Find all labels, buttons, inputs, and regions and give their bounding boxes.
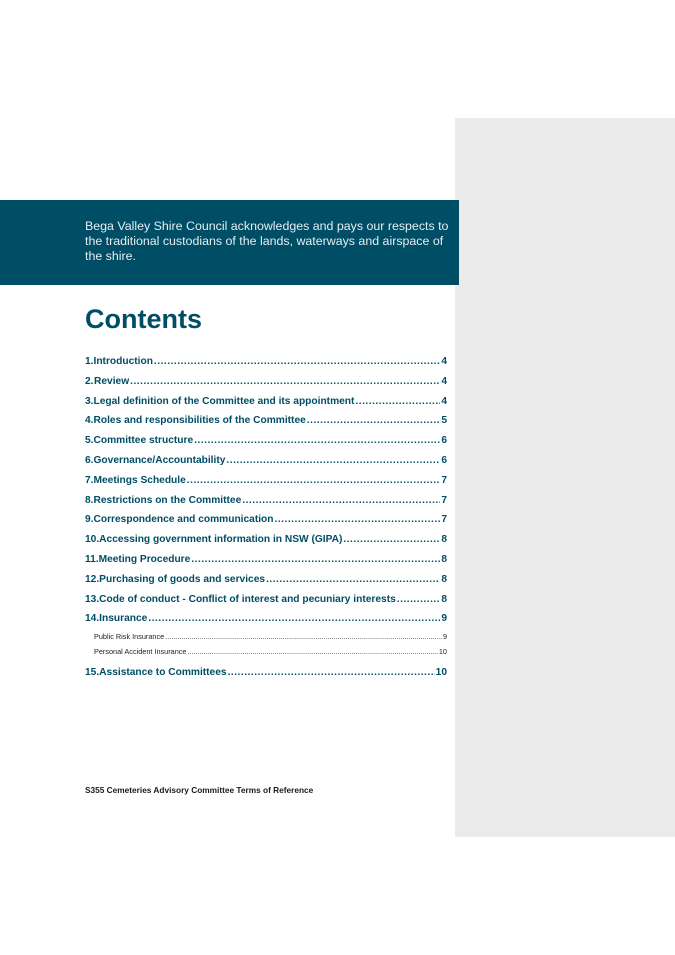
toc-subentry-public-risk[interactable]: [85, 629, 447, 644]
toc-entry-review[interactable]: [85, 372, 447, 392]
toc-entry-title: Roles and responsibilities of the Committee: [93, 415, 306, 427]
footer-document-title: S355 Cemeteries Advisory Committee Terms of Reference: [85, 785, 314, 795]
toc-leader: [191, 550, 440, 570]
toc-entry-number: 6.: [85, 454, 94, 466]
toc-entry-page: 8: [441, 593, 447, 605]
toc-entry-number: 3.: [85, 395, 94, 407]
toc-entry-restrictions[interactable]: [85, 491, 447, 511]
toc-entry-page: 7: [441, 474, 447, 486]
toc-entry-title: Committee structure: [93, 435, 194, 447]
toc-entry-assistance[interactable]: [85, 663, 447, 683]
toc-entry-title: Legal definition of the Committee and its appointment: [93, 395, 355, 407]
toc-entry-roles[interactable]: [85, 411, 447, 431]
toc-entry-title: Meetings Schedule: [93, 474, 186, 486]
toc-entry-title: Restrictions on the Committee: [93, 494, 242, 506]
toc-entry-number: 5.: [85, 435, 94, 447]
toc-entry-code-of-conduct[interactable]: [85, 590, 447, 610]
toc-entry-introduction[interactable]: [85, 352, 447, 372]
toc-leader: [397, 590, 441, 610]
toc-leader: [194, 431, 440, 451]
toc-subentry-personal-accident[interactable]: [85, 644, 447, 659]
acknowledgement-banner: [0, 200, 459, 285]
toc-subentry-page: 10: [438, 647, 447, 657]
toc-entry-title: Governance/Accountability: [93, 454, 226, 466]
toc-leader: [242, 491, 440, 511]
toc-entry-number: 14.: [85, 613, 100, 625]
toc-leader: [355, 392, 440, 412]
toc-entry-number: 2.: [85, 375, 94, 387]
toc-entry-insurance[interactable]: [85, 609, 447, 629]
toc-entry-page: 8: [441, 573, 447, 585]
toc-leader: [307, 411, 441, 431]
toc-entry-title: Meeting Procedure: [98, 553, 191, 565]
toc-entry-number: 10.: [85, 534, 100, 546]
toc-subentry-title: Public Risk Insurance: [94, 632, 165, 642]
toc-entry-governance[interactable]: [85, 451, 447, 471]
toc-entry-page: 7: [441, 514, 447, 526]
toc-entry-gipa[interactable]: [85, 530, 447, 550]
side-panel: [455, 118, 675, 837]
toc-entry-title: Introduction: [93, 356, 153, 367]
toc-leader: [226, 451, 440, 471]
toc-entry-page: 7: [441, 494, 447, 506]
toc-entry-page: 4: [441, 395, 447, 407]
toc-entry-number: 1.: [85, 356, 94, 367]
toc-entry-page: 4: [441, 356, 447, 367]
toc-entry-number: 12.: [85, 573, 100, 585]
toc-entry-number: 15.: [85, 666, 100, 678]
toc-entry-correspondence[interactable]: [85, 510, 447, 530]
toc-subentry-page: 9: [442, 632, 447, 642]
toc-entry-legal-definition[interactable]: [85, 392, 447, 412]
toc-entry-meeting-procedure[interactable]: [85, 550, 447, 570]
toc-entry-page: 6: [441, 454, 447, 466]
toc-entry-page: 9: [441, 613, 447, 625]
acknowledgement-text: Bega Valley Shire Council acknowledges and pays our respects to the traditional custodians of the lands, waterways and airspace of the shire.: [85, 219, 449, 263]
toc-leader: [275, 510, 441, 530]
toc-leader: [228, 663, 435, 683]
toc-entry-meetings-schedule[interactable]: [85, 471, 447, 491]
toc-entry-number: 9.: [85, 514, 94, 526]
toc-entry-purchasing[interactable]: [85, 570, 447, 590]
toc-entry-committee-structure[interactable]: [85, 431, 447, 451]
toc-entry-title: Review: [94, 375, 130, 387]
toc-leader: [165, 629, 442, 644]
toc-entry-page: 6: [441, 435, 447, 447]
toc-entry-page: 8: [441, 534, 447, 546]
toc-entry-number: 8.: [85, 494, 94, 506]
toc-entry-number: 11.: [85, 553, 99, 565]
toc-leader: [187, 471, 441, 491]
toc-entry-title: Correspondence and communication: [93, 514, 274, 526]
toc-entry-page: 10: [435, 666, 447, 678]
toc-entry-number: 7.: [85, 474, 94, 486]
toc-leader: [343, 530, 440, 550]
toc-leader: [148, 609, 440, 629]
toc-leader: [187, 644, 437, 659]
toc-entry-title: Code of conduct - Conflict of interest and pecuniary interests: [99, 593, 396, 605]
toc-entry-number: 13.: [85, 593, 100, 605]
toc-entry-page: 5: [441, 415, 447, 427]
toc-entry-page: 8: [441, 553, 447, 565]
toc-leader: [130, 372, 440, 392]
toc-entry-title: Assistance to Committees: [99, 666, 227, 678]
toc-entry-number: 4.: [85, 415, 94, 427]
toc-subentry-title: Personal Accident Insurance: [94, 647, 187, 657]
toc-entry-page: 4: [441, 375, 447, 387]
toc-leader: [266, 570, 440, 590]
contents-heading: Contents: [85, 304, 202, 334]
table-of-contents: [85, 352, 447, 682]
toc-leader: [154, 352, 440, 372]
toc-entry-title: Purchasing of goods and services: [99, 573, 266, 585]
toc-entry-title: Insurance: [99, 613, 148, 625]
toc-entry-title: Accessing government information in NSW (GIPA): [99, 534, 343, 546]
